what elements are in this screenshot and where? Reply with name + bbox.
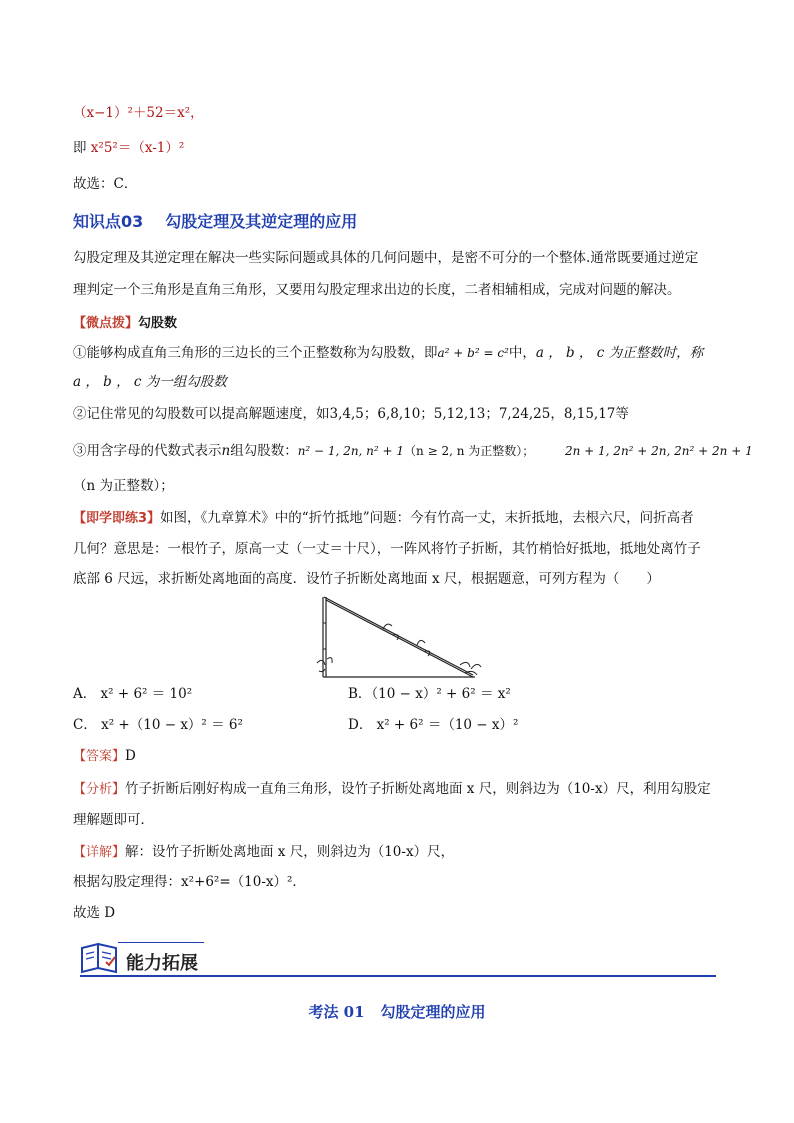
tip-item-1-text: ①能够构成直角三角形的三边长的三个正整数称为勾股数，即 <box>73 345 438 361</box>
method-heading-01 <box>0 1001 794 1022</box>
tip-item-3-condition: （n ≥ 2, n 为正整数）； <box>404 444 535 458</box>
method-number: 考法 01 <box>308 1003 365 1021</box>
section-title: 勾股定理及其逆定理的应用 <box>165 212 358 231</box>
bamboo-broken-top-2 <box>326 600 473 677</box>
tip-item-1-end: a ， b ， c 为正整数时，称 <box>535 345 704 361</box>
practice-line-1 <box>73 508 694 529</box>
option-d: D． x² + 6² ＝（10 − x）² <box>348 717 519 733</box>
tip-item-3-text: ③用含字母的代数式表示 <box>73 443 222 459</box>
tip-item-1-formula: a² + b² = c² <box>437 346 509 360</box>
tip-item-1-mid: 中， <box>508 345 536 361</box>
tip-item-3-formula-2: 2n + 1, 2n² + 2n, 2n² + 2n + 1 <box>565 444 753 458</box>
answer-value: D <box>125 748 136 764</box>
tip-item-3 <box>73 441 534 461</box>
answer-tag: 【答案】 <box>73 749 126 764</box>
banner-title: 能力拓展 <box>126 953 198 974</box>
choice-c-line: 故选：C． <box>73 176 138 192</box>
detail-text: 解：设竹子折断处离地面 x 尺，则斜边为（10-x）尺， <box>125 844 455 860</box>
section-number: 知识点03 <box>73 212 144 231</box>
bamboo-triangle-figure <box>305 593 490 685</box>
analysis-tag: 【分析】 <box>73 782 126 797</box>
equation-line-2-prefix: 即 <box>73 140 91 156</box>
practice-tag: 【即学即练3】 <box>73 511 161 526</box>
detail-line-1 <box>73 842 454 863</box>
practice-text-1: 如图，《九章算术》中的“折竹抵地”问题：今有竹高一丈，末折抵地，去根六尺，问折高者 <box>160 510 694 526</box>
tip-item-1 <box>73 343 703 363</box>
book-icon <box>78 940 122 974</box>
intro-line-1: 勾股定理及其逆定理在解决一些实际问题或具体的几何问题中，是密不可分的一个整体.通常既要通过逆定 <box>73 250 699 266</box>
tip-tag: 【微点拨】 <box>73 316 139 331</box>
tip-item-2: ②记住常见的勾股数可以提高解题速度，如3,4,5；6,8,10；5,12,13；7,24,25，8,15,17等 <box>73 406 629 422</box>
option-b: B．（10 − x）² + 6² ＝ x² <box>348 686 511 702</box>
intro-line-2: 理判定一个三角形是直角三角形，又要用勾股定理求出边的长度，二者相辅相成，完成对问题的解决。 <box>73 282 681 298</box>
equation-line-2-body: x²5²＝（x-1）² <box>90 140 185 156</box>
detail-line-2: 根据勾股定理得：x²+6²=（10-x）²． <box>73 874 306 890</box>
method-title: 勾股定理的应用 <box>380 1003 486 1021</box>
practice-line-3: 底部 6 尺远，求折断处离地面的高度．设竹子折断处离地面 x 尺，根据题意，可列方程为（ ） <box>73 571 660 587</box>
detail-line-3: 故选 D <box>73 905 116 921</box>
analysis-line-1 <box>73 779 711 800</box>
tip-item-3-line-2: （n 为正整数）； <box>73 478 174 494</box>
option-c: C． x² +（10 − x）² ＝ 6² <box>73 717 243 733</box>
tip-item-3-label: 组勾股数： <box>230 443 298 459</box>
answer-line <box>73 746 136 767</box>
detail-tag: 【详解】 <box>73 845 126 860</box>
equation-line-2 <box>73 138 184 158</box>
tip-item-3-n: n <box>221 443 231 459</box>
option-a: A． x² + 6² ＝ 10² <box>73 686 193 702</box>
banner-underline <box>80 975 716 977</box>
section-heading-03 <box>73 209 357 232</box>
practice-line-2: 几何？意思是：一根竹子，原高一丈（一丈＝十尺），一阵风将竹子折断，其竹梢恰好抵地，抵地处离竹子 <box>73 541 701 557</box>
bamboo-leaves-bottom <box>317 658 332 672</box>
tip-item-3-formula-1: n² − 1, 2n, n² + 1 <box>297 444 405 458</box>
analysis-text: 竹子折断后刚好构成一直角三角形，设竹子折断处离地面 x 尺，则斜边为（10-x）尺，利用勾股定 <box>125 781 711 797</box>
tip-heading <box>73 313 177 334</box>
banner-top-rule <box>118 942 204 943</box>
analysis-line-2: 理解题即可． <box>73 812 154 828</box>
tip-item-1-line-2: a ， b ， c 为一组勾股数 <box>73 374 227 390</box>
equation-line-1: （x−1）²＋52＝x²， <box>73 105 204 121</box>
tip-title: 勾股数 <box>138 316 178 331</box>
